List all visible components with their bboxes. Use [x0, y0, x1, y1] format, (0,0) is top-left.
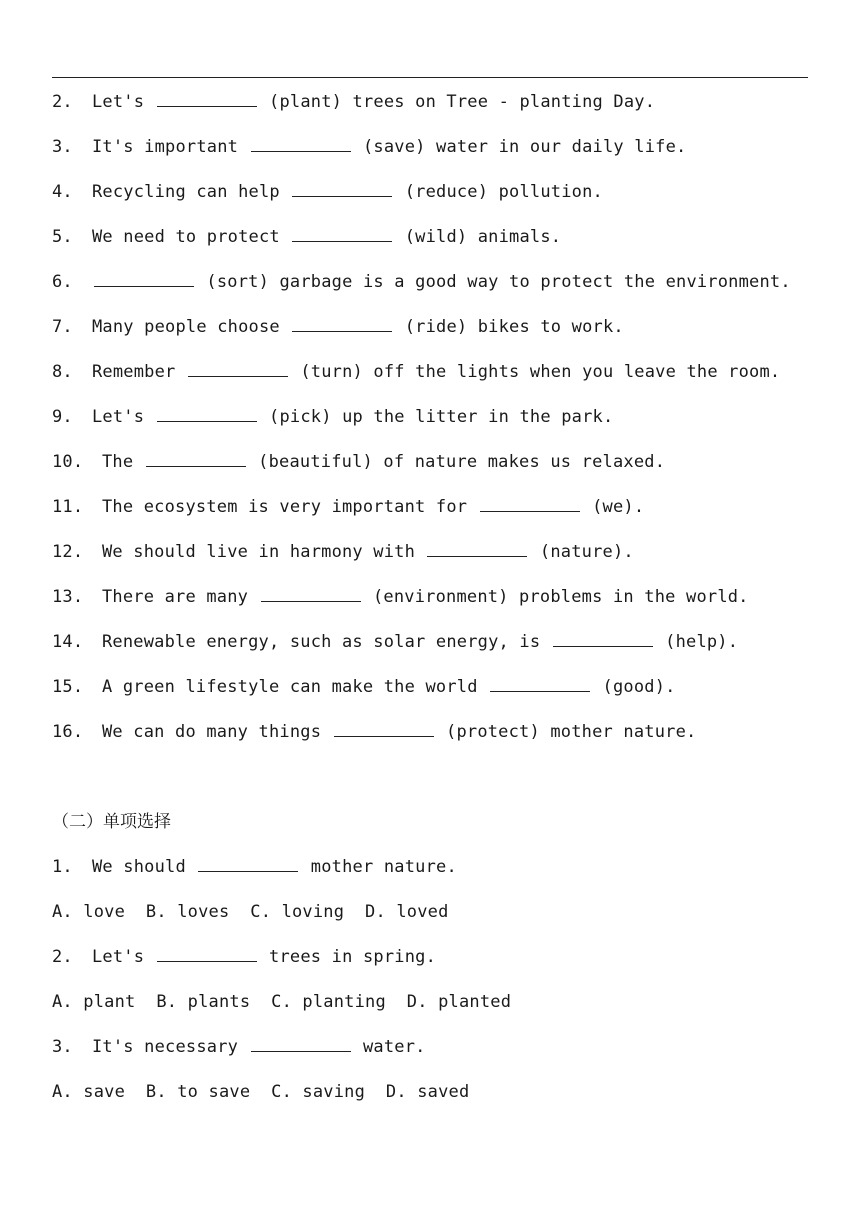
mc-options-3: A. save B. to save C. saving D. saved: [52, 1082, 470, 1102]
answer-blank[interactable]: [146, 452, 246, 467]
question-8: 8. Remember (turn) off the lights when you leave the room.: [52, 362, 781, 382]
answer-blank[interactable]: [157, 92, 257, 107]
mc-options-1: A. love B. loves C. loving D. loved: [52, 902, 449, 922]
answer-blank[interactable]: [292, 317, 392, 332]
answer-blank[interactable]: [292, 182, 392, 197]
question-16: 16. We can do many things (protect) mother nature.: [52, 722, 697, 742]
question-15: 15. A green lifestyle can make the world (good).: [52, 677, 676, 697]
question-7: 7. Many people choose (ride) bikes to work.: [52, 317, 624, 337]
answer-blank[interactable]: [251, 137, 351, 152]
question-10: 10. The (beautiful) of nature makes us relaxed.: [52, 452, 666, 472]
question-4: 4. Recycling can help (reduce) pollution.: [52, 182, 603, 202]
answer-blank[interactable]: [292, 227, 392, 242]
mc-options-2: A. plant B. plants C. planting D. planted: [52, 992, 512, 1012]
mc-question-3: 3. It's necessary water.: [52, 1037, 426, 1057]
question-13: 13. There are many (environment) problems in the world.: [52, 587, 749, 607]
answer-blank[interactable]: [198, 857, 298, 872]
question-9: 9. Let's (pick) up the litter in the park.: [52, 407, 614, 427]
question-6: 6. (sort) garbage is a good way to protect the environment.: [52, 272, 791, 292]
question-2: 2. Let's (plant) trees on Tree - planting Day.: [52, 92, 656, 112]
question-3: 3. It's important (save) water in our daily life.: [52, 137, 687, 157]
mc-question-1: 1. We should mother nature.: [52, 857, 457, 877]
answer-blank[interactable]: [480, 497, 580, 512]
answer-blank[interactable]: [261, 587, 361, 602]
answer-blank[interactable]: [490, 677, 590, 692]
section-heading: （二）单项选择: [52, 812, 171, 832]
answer-blank[interactable]: [251, 1037, 351, 1052]
answer-blank[interactable]: [157, 947, 257, 962]
answer-blank[interactable]: [553, 632, 653, 647]
answer-blank[interactable]: [334, 722, 434, 737]
top-rule: [52, 77, 808, 78]
answer-blank[interactable]: [427, 542, 527, 557]
answer-blank[interactable]: [188, 362, 288, 377]
question-11: 11. The ecosystem is very important for (we).: [52, 497, 645, 517]
question-5: 5. We need to protect (wild) animals.: [52, 227, 562, 247]
question-12: 12. We should live in harmony with (nature).: [52, 542, 634, 562]
question-14: 14. Renewable energy, such as solar energy, is (help).: [52, 632, 739, 652]
mc-question-2: 2. Let's trees in spring.: [52, 947, 437, 967]
answer-blank[interactable]: [157, 407, 257, 422]
answer-blank[interactable]: [94, 272, 194, 287]
